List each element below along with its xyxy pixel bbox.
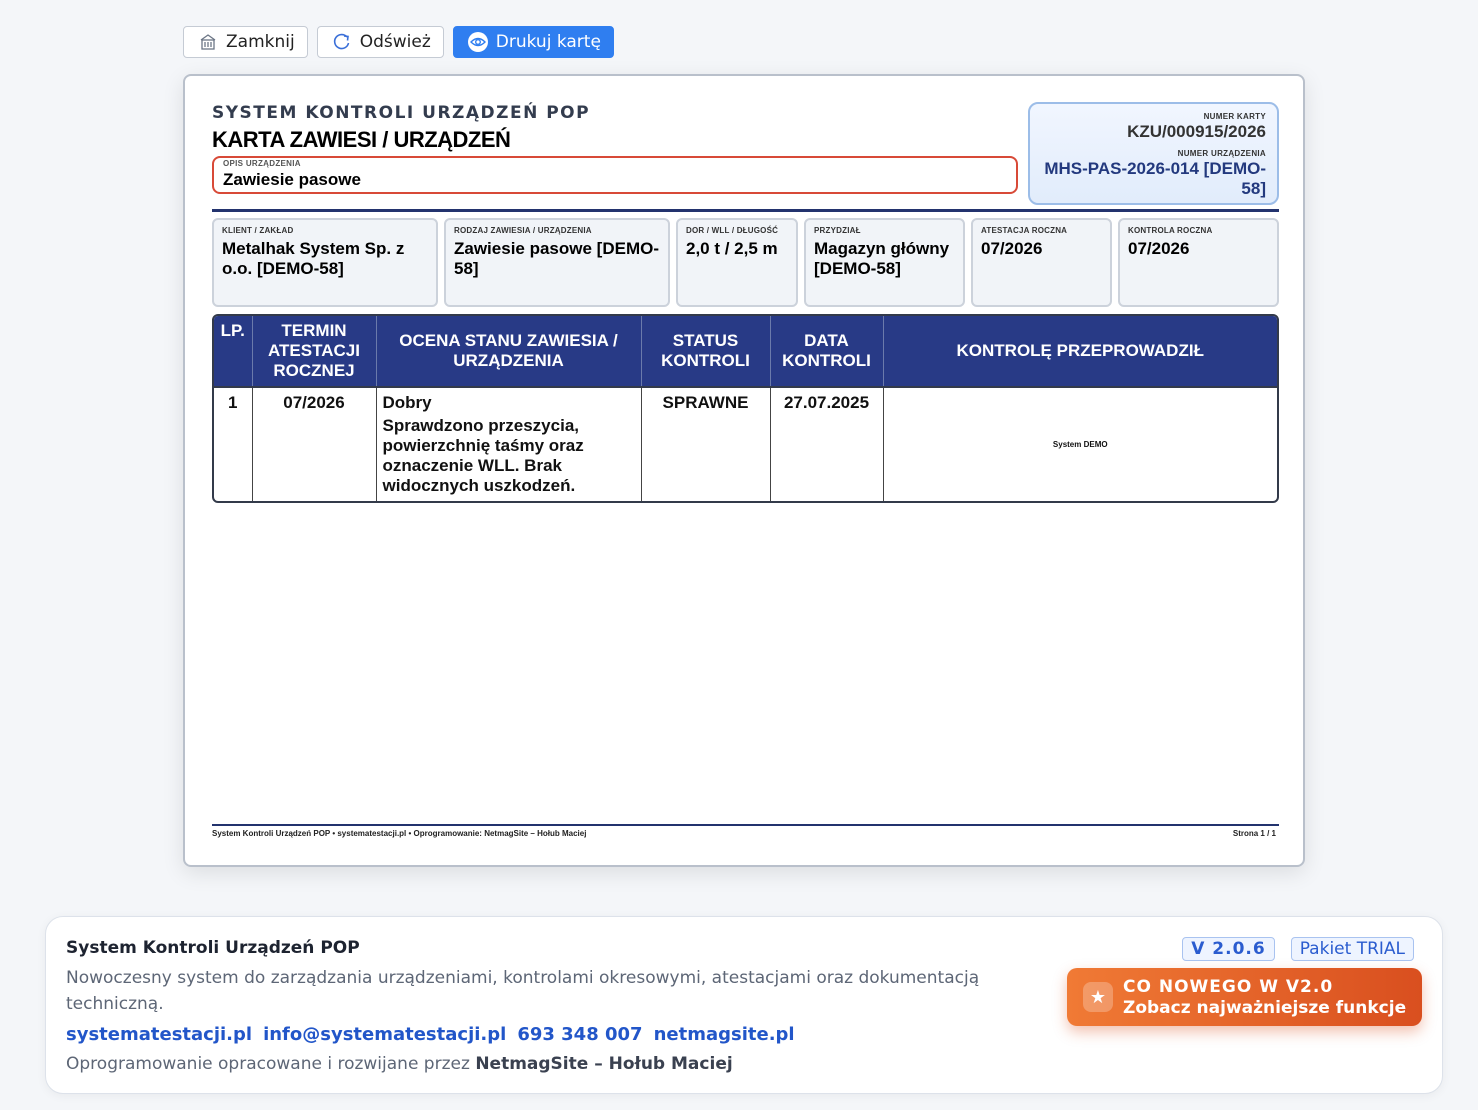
eye-icon	[468, 32, 488, 52]
device-description-box	[212, 156, 1018, 194]
condition-rating: Dobry	[382, 393, 432, 412]
close-button-label: Zamknij	[226, 32, 295, 52]
whats-new-title: CO NOWEGO W V2.0	[1123, 976, 1334, 997]
cell-attestation-date: 07/2026	[252, 387, 376, 501]
info-assignment	[804, 218, 965, 307]
whats-new-subtitle: Zobacz najważniejsze funkcje	[1123, 997, 1407, 1018]
star-icon: ★	[1083, 982, 1113, 1012]
info-label: KONTROLA ROCZNA	[1128, 226, 1213, 235]
card-number-label: NUMER KARTY	[1203, 112, 1266, 121]
system-title: SYSTEM KONTROLI URZĄDZEŃ POP	[212, 103, 591, 123]
info-value: 07/2026	[981, 239, 1043, 258]
info-wll-length	[676, 218, 798, 307]
header-divider	[212, 209, 1279, 212]
page-number: Strona 1 / 1	[1232, 829, 1276, 838]
device-number-label: NUMER URZĄDZENIA	[1177, 149, 1266, 158]
card-title: KARTA ZAWIESI / URZĄDZEŃ	[212, 127, 511, 152]
package-badge: Pakiet TRIAL	[1291, 937, 1414, 961]
print-card-button-label: Drukuj kartę	[495, 32, 601, 52]
column-header: LP.	[214, 316, 252, 387]
info-value: Metalhak System Sp. z o.o. [DEMO-58]	[222, 239, 405, 278]
panel-title: System Kontroli Urządzeń POP	[66, 938, 360, 958]
inspection-card	[183, 74, 1305, 867]
refresh-button-label: Odśwież	[359, 32, 431, 52]
cell-status: SPRAWNE	[641, 387, 770, 501]
info-label: RODZAJ ZAWIESIA / URZĄDZENIA	[454, 226, 592, 235]
info-label: ATESTACJA ROCZNA	[981, 226, 1068, 235]
column-header: DATA KONTROLI	[770, 316, 883, 387]
device-description-label: OPIS URZĄDZENIA	[223, 159, 301, 168]
info-annual-attestation	[971, 218, 1112, 307]
info-annual-inspection	[1118, 218, 1279, 307]
device-number: MHS-PAS-2026-014 [DEMO-58]	[1044, 159, 1266, 198]
credit-prefix: Oprogramowanie opracowane i rozwijane przez	[66, 1054, 470, 1074]
column-header: KONTROLĘ PRZEPROWADZIŁ	[883, 316, 1277, 387]
refresh-button[interactable]	[317, 26, 444, 58]
building-icon	[198, 32, 218, 52]
cell-lp: 1	[214, 387, 252, 501]
card-number-box	[1028, 102, 1279, 205]
cell-inspection-date: 27.07.2025	[770, 387, 883, 501]
card-footer-text: System Kontroli Urządzeń POP • systematestacji.pl • Oprogramowanie: NetmagSite – Hołub Maciej	[212, 829, 587, 838]
column-header: STATUS KONTROLI	[641, 316, 770, 387]
credit-name: NetmagSite – Hołub Maciej	[475, 1054, 733, 1074]
refresh-icon	[332, 32, 352, 52]
footer-divider	[212, 824, 1279, 826]
cell-inspector: System DEMO	[883, 387, 1277, 501]
device-description-value: Zawiesie pasowe	[223, 170, 361, 189]
whats-new-button[interactable]	[1067, 968, 1422, 1026]
whats-new-text	[1123, 977, 1406, 1018]
cell-condition	[376, 387, 641, 501]
info-value: 2,0 t / 2,5 m	[686, 239, 778, 258]
column-header: TERMIN ATESTACJI ROCZNEJ	[252, 316, 376, 387]
phone-link[interactable]: 693 348 007	[517, 1024, 643, 1045]
version-badge: V 2.0.6	[1182, 937, 1274, 961]
toolbar	[183, 26, 614, 58]
info-label: PRZYDZIAŁ	[814, 226, 861, 235]
email-link[interactable]: info@systematestacji.pl	[263, 1024, 507, 1045]
column-header: OCENA STANU ZAWIESIA / URZĄDZENIA	[376, 316, 641, 387]
panel-description: Nowoczesny system do zarządzania urządzeniami, kontrolami okresowymi, atestacjami oraz dokumentacją techniczną.	[66, 968, 980, 1014]
print-card-button[interactable]	[453, 26, 614, 58]
developer-link[interactable]: netmagsite.pl	[653, 1024, 795, 1045]
info-value: 07/2026	[1128, 239, 1190, 258]
info-value: Zawiesie pasowe [DEMO-58]	[454, 239, 659, 278]
badges	[1182, 937, 1414, 961]
info-value: Magazyn główny [DEMO-58]	[814, 239, 950, 278]
app-info-panel	[45, 916, 1443, 1094]
table-row	[214, 387, 1277, 501]
website-link[interactable]: systematestacji.pl	[66, 1024, 253, 1045]
inspection-table	[212, 314, 1279, 503]
close-button[interactable]	[183, 26, 308, 58]
info-sling-type	[444, 218, 670, 307]
contact-links	[66, 1024, 795, 1045]
card-number: KZU/000915/2026	[1127, 122, 1266, 141]
credit-text	[66, 1054, 733, 1074]
info-label: DOR / WLL / DŁUGOŚĆ	[686, 226, 779, 235]
info-client	[212, 218, 438, 307]
condition-note: Sprawdzono przeszycia, powierzchnię taśmy oraz oznaczenie WLL. Brak widocznych uszkodzeń.	[382, 416, 584, 495]
table-header-row	[214, 316, 1277, 387]
info-label: KLIENT / ZAKŁAD	[222, 226, 294, 235]
